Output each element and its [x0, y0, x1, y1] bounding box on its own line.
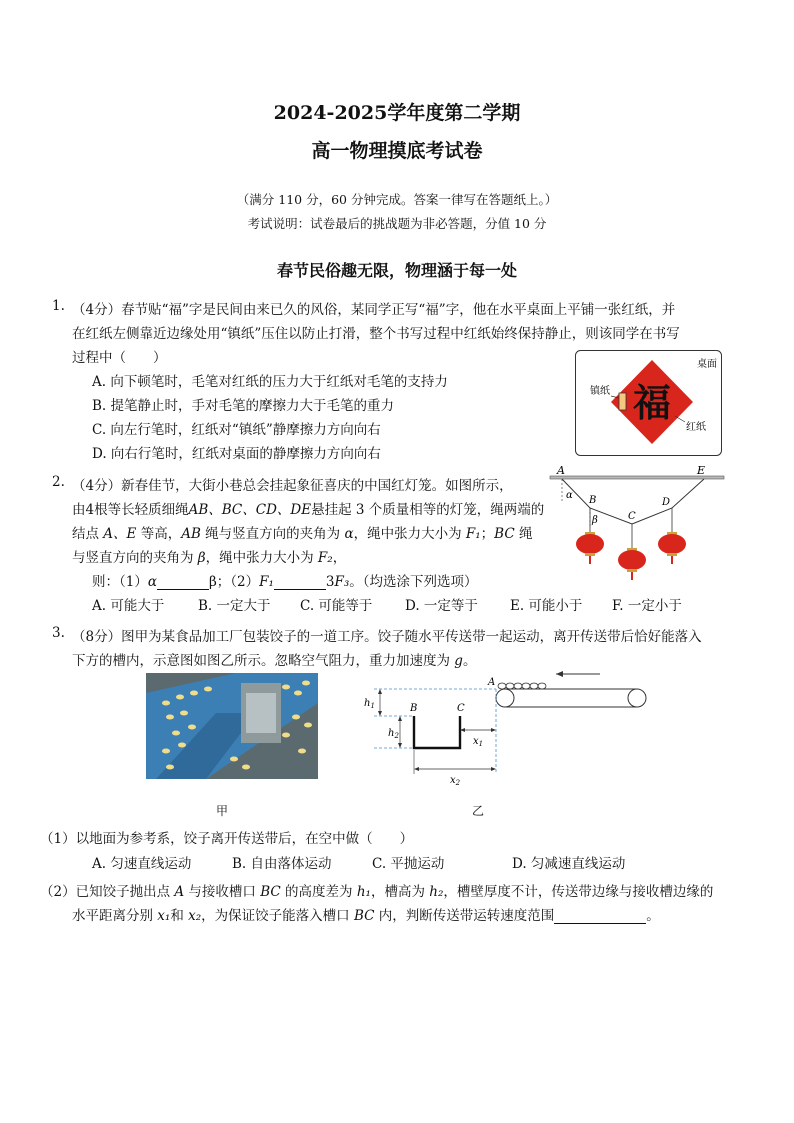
paperweight	[619, 393, 626, 410]
lantern-left	[576, 532, 604, 564]
answer-blank-1[interactable]	[157, 575, 209, 590]
question-text-line: 则：（1）α β；（2）F₁ 3F₃。（均选涂下列选项）	[92, 574, 478, 590]
answer-blank-3[interactable]	[554, 909, 646, 924]
option-f[interactable]: F. 一定小于	[612, 598, 682, 614]
sub-question-2-line: 水平距离分别 x₁和 x₂，为保证饺子能落入槽口 BC 内，判断传送带运转速度范围 。	[72, 908, 660, 924]
label-h2: $h_2$	[388, 728, 399, 740]
option-c[interactable]: C. 可能等于	[300, 598, 373, 614]
factory-photo	[146, 673, 318, 779]
question-text-line: 过程中（ ）	[72, 350, 167, 366]
question-number: 3.	[52, 625, 65, 641]
paperweight-label: 镇纸	[590, 386, 610, 397]
option-a[interactable]: A. 匀速直线运动	[92, 856, 192, 872]
lantern-figure	[548, 462, 726, 584]
lantern-right	[658, 532, 686, 564]
option-e[interactable]: E. 可能小于	[510, 598, 583, 614]
label-b: B	[410, 703, 418, 714]
label-c: C	[457, 703, 465, 714]
question-text-line: 与竖直方向的夹角为 β，绳中张力大小为 F₂，	[72, 550, 347, 566]
desk-label: 桌面	[697, 359, 717, 370]
label-beta: β	[592, 515, 598, 526]
label-x2: $x_2$	[450, 775, 461, 787]
option-b[interactable]: B. 提笔静止时，手对毛笔的摩擦力大于毛笔的重力	[92, 398, 395, 414]
red-paper-label: 红纸	[686, 422, 706, 433]
label-x1: $x_1$	[473, 736, 484, 748]
belt-roller-right	[628, 689, 646, 707]
label-a: A	[488, 677, 496, 688]
label-alpha: α	[566, 490, 573, 501]
option-c[interactable]: C. 向左行笔时，红纸对“镇纸”静摩擦力方向向右	[92, 422, 381, 438]
question-text-line: （4分）新春佳节，大街小巷总会挂起象征喜庆的中国红灯笼。如图所示，	[72, 478, 513, 494]
sub-question-1: （1）以地面为参考系，饺子离开传送带后，在空中做（ ）	[40, 831, 414, 847]
belt-roller-left	[496, 689, 514, 707]
conveyor-diagram	[360, 668, 654, 800]
question-text-line: 结点 A、E 等高，AB 绳与竖直方向的夹角为 α，绳中张力大小为 F₁；BC 绳	[72, 526, 533, 542]
question-text-line: （4分）春节贴“福”字是民间由来已久的风俗，某同学正写“福”字，他在水平桌面上平铺一张红纸，并	[72, 302, 676, 318]
section-title: 春节民俗趣无限，物理涵于每一处	[276, 261, 517, 280]
question-text-line: （8分）图甲为某食品加工厂包装饺子的一道工序。饺子随水平传送带一起运动，离开传送带后恰好能落入	[72, 629, 702, 645]
exam-term-title: 2024-2025学年度第二学期	[273, 102, 521, 124]
question-number: 2.	[52, 474, 65, 490]
option-a[interactable]: A. 向下顿笔时，毛笔对红纸的压力大于红纸对毛笔的支持力	[92, 374, 448, 390]
label-c: C	[628, 511, 636, 522]
exam-score-note: （满分 110 分，60 分钟完成。答案一律写在答题纸上。）	[236, 192, 558, 207]
label-d: D	[662, 497, 671, 508]
sub-question-2-line: （2）已知饺子抛出点 A 与接收槽口 BC 的高度差为 h₁，槽高为 h₂，槽壁厚度不计，传送带边缘与接收槽边缘的	[40, 884, 714, 900]
caption-jia: 甲	[216, 804, 229, 818]
fu-paper-figure	[575, 350, 722, 456]
label-a: A	[557, 464, 565, 477]
exam-instruction-note: 考试说明：试卷最后的挑战题为非必答题，分值 10 分	[247, 216, 547, 231]
question-text-line: 由4根等长轻质细绳AB、BC、CD、DE悬挂起 3 个质量相等的灯笼，绳两端的	[72, 502, 545, 518]
motion-arrowhead	[556, 671, 563, 677]
option-d[interactable]: D. 一定等于	[405, 598, 478, 614]
dumplings	[498, 683, 546, 689]
exam-title: 高一物理摸底考试卷	[311, 140, 483, 162]
answer-blank-2[interactable]	[274, 575, 326, 590]
option-b[interactable]: B. 一定大于	[198, 598, 271, 614]
question-text-line: 在红纸左侧靠近边缘处用“镇纸”压住以防止打滑，整个书写过程中红纸始终保持静止，则该同学在书写	[72, 326, 680, 342]
option-a[interactable]: A. 可能大于	[92, 598, 165, 614]
question-text-line: 下方的槽内，示意图如图乙所示。忽略空气阻力，重力加速度为 g。	[72, 653, 477, 669]
label-b: B	[589, 495, 597, 506]
label-h1: $h_1$	[364, 698, 375, 710]
receiving-trough	[414, 716, 460, 748]
caption-yi: 乙	[472, 804, 485, 818]
option-d[interactable]: D. 向右行笔时，红纸对桌面的静摩擦力方向向右	[92, 446, 381, 462]
option-d[interactable]: D. 匀减速直线运动	[512, 856, 626, 872]
fu-character: 福	[632, 380, 672, 425]
question-number: 1.	[52, 298, 65, 314]
label-e: E	[697, 464, 706, 477]
option-c[interactable]: C. 平抛运动	[372, 856, 445, 872]
option-b[interactable]: B. 自由落体运动	[232, 856, 332, 872]
lantern-middle	[618, 548, 646, 580]
